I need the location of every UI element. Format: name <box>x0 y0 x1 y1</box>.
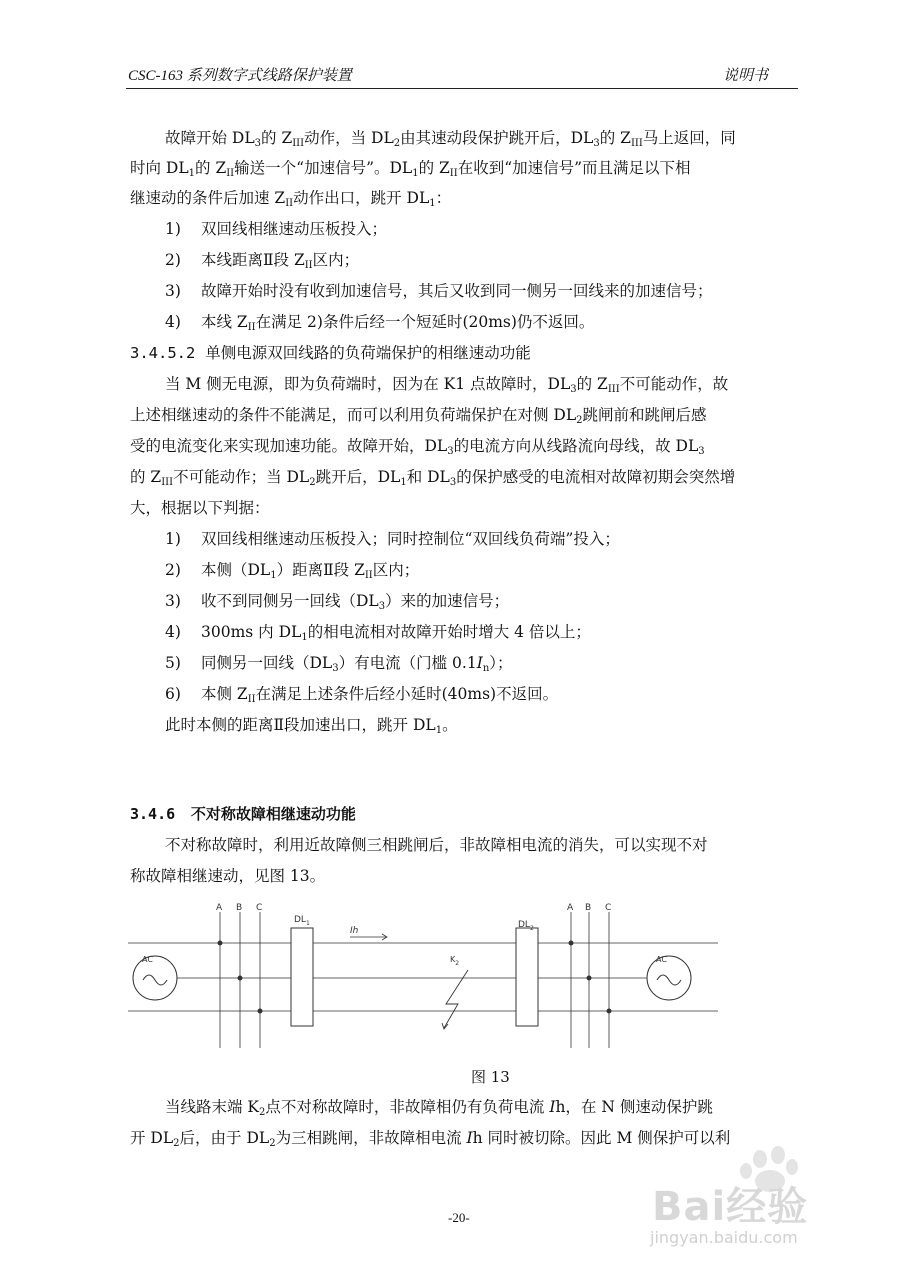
figure-13-diagram <box>128 900 718 1060</box>
fault-bolt-icon <box>444 970 468 1028</box>
list2-item: 3) 收不到同侧另一回线$(DL_3)$来的加速信号； <box>165 592 510 612</box>
section-heading-3-4-6: 3.4.6 不对称故障相继速动功能 <box>130 805 356 823</box>
fault-k2-label: $K_2$ <box>450 955 460 967</box>
phase-label-c: C <box>605 903 612 913</box>
ih-label: Ih <box>350 926 359 936</box>
breaker-dl2-label: $DL_2$ <box>518 920 534 932</box>
para2-line2: 上述相继速动的条件不能满足，而可以利用负荷端保护在对侧 $DL_2$跳闸前和跳闸后感 <box>130 406 707 426</box>
breaker-dl1-label: $DL_1$ <box>294 915 310 927</box>
list2-item: 1) 双回线相继速动压板投入；同时控制位“双回线负荷端”投入； <box>165 530 620 548</box>
phase-label-b: B <box>585 903 592 913</box>
section-heading-3-4-5-2: 3.4.5.2 单侧电源双回线路的负荷端保护的相继速动功能 <box>130 344 531 362</box>
para4-line1: 不对称故障时，利用近故障侧三相跳闸后，非故障相电流的消失，可以实现不对 <box>165 836 708 854</box>
para1-line3: 继速动的条件后加速 $Z_{II}$动作出口，跳开 $DL_1$： <box>130 189 452 209</box>
para2-line3: 受的电流变化来实现加速功能。故障开始，$DL_3$的电流方向从线路流向母线，故 $DL_3$ <box>130 437 705 457</box>
header-title: CSC-163 系列数字式线路保护装置 <box>128 68 352 84</box>
page-number: -20- <box>448 1210 470 1225</box>
list1-item: 1) 双回线相继速动压板投入； <box>165 220 388 238</box>
para3: 此时本侧的距离Ⅱ段加速出口，跳开 $DL_1$。 <box>165 716 458 736</box>
phase-label-b: B <box>236 903 243 913</box>
figure-caption: 图 13 <box>471 1068 510 1086</box>
list2-item: 2) 本侧$(DL_1)$距离Ⅱ段 $Z_{II}$区内； <box>165 561 420 581</box>
ac-wave-icon <box>657 975 681 985</box>
para1-line1: 故障开始 $DL_3$的 $Z_{III}$动作，当 $DL_2$由其速动段保护跳开后，$DL_3$的 $Z_{III}$马上返回，同 <box>165 129 736 149</box>
ac-source-left <box>133 956 177 1000</box>
watermark-brand: Bai经验 <box>652 1184 809 1230</box>
list1-item: 3) 故障开始时没有收到加速信号，其后又收到同一侧另一回线来的加速信号； <box>165 282 713 300</box>
ac-wave-icon <box>143 975 167 985</box>
list1-item: 4) 本线 $Z_{II}$在满足 2)条件后经一个短延时(20ms)仍不返回。 <box>165 313 595 333</box>
para2-line5: 大，根据以下判据： <box>130 499 270 517</box>
para1-line2: 时向 $DL_1$的 $Z_{II}$输送一个“加速信号”。$DL_1$的 $Z_{II}$在收到“加速信号”而且满足以下相 <box>130 159 691 179</box>
breaker-dl1 <box>291 928 313 1026</box>
page-header <box>126 62 798 89</box>
para2-line1: 当 M 侧无电源，即为负荷端时，因为在 K1 点故障时，$DL_3$的 $Z_{III}$不可能动作，故 <box>165 375 729 395</box>
header-doc-type: 说明书 <box>722 66 768 84</box>
phase-label-a: A <box>216 903 223 913</box>
list2-item: 5) 同侧另一回线$(DL_3)$有电流（门槛 $0.1I_n$）； <box>165 654 513 674</box>
list2-item: 6) 本侧 $Z_{II}$在满足上述条件后经小延时(40ms)不返回。 <box>165 685 559 705</box>
phase-label-a: A <box>567 903 574 913</box>
para2-line4: 的 $Z_{III}$不可能动作；当 $DL_2$跳开后，$DL_1$和 $DL_3$的保护感受的电流相对故障初期会突然增 <box>130 468 736 488</box>
breaker-dl2 <box>516 928 538 1026</box>
para5-line2: 开 $DL_2$后，由于 $DL_2$为三相跳闸，非故障相电流 Ih 同时被切除。因此 M 侧保护可以利 <box>130 1129 731 1149</box>
para4-line2: 称故障相继速动，见图 13。 <box>130 867 326 885</box>
para5-line1: 当线路末端 $K_2$点不对称故障时，非故障相仍有负荷电流 Ih，在 N 侧速动保护跳 <box>165 1098 713 1118</box>
watermark-url: jingyan.baidu.com <box>650 1228 798 1247</box>
list1-item: 2) 本线距离Ⅱ段 $Z_{II}$区内； <box>165 251 360 271</box>
phase-label-c: C <box>256 903 263 913</box>
ac-label-left: AC <box>142 955 153 964</box>
list2-item: 4) 300ms 内 $DL_1$的相电流相对故障开始时增大 4 倍以上； <box>165 623 591 643</box>
ac-source-right <box>647 956 691 1000</box>
ac-label-right: AC <box>656 955 667 964</box>
